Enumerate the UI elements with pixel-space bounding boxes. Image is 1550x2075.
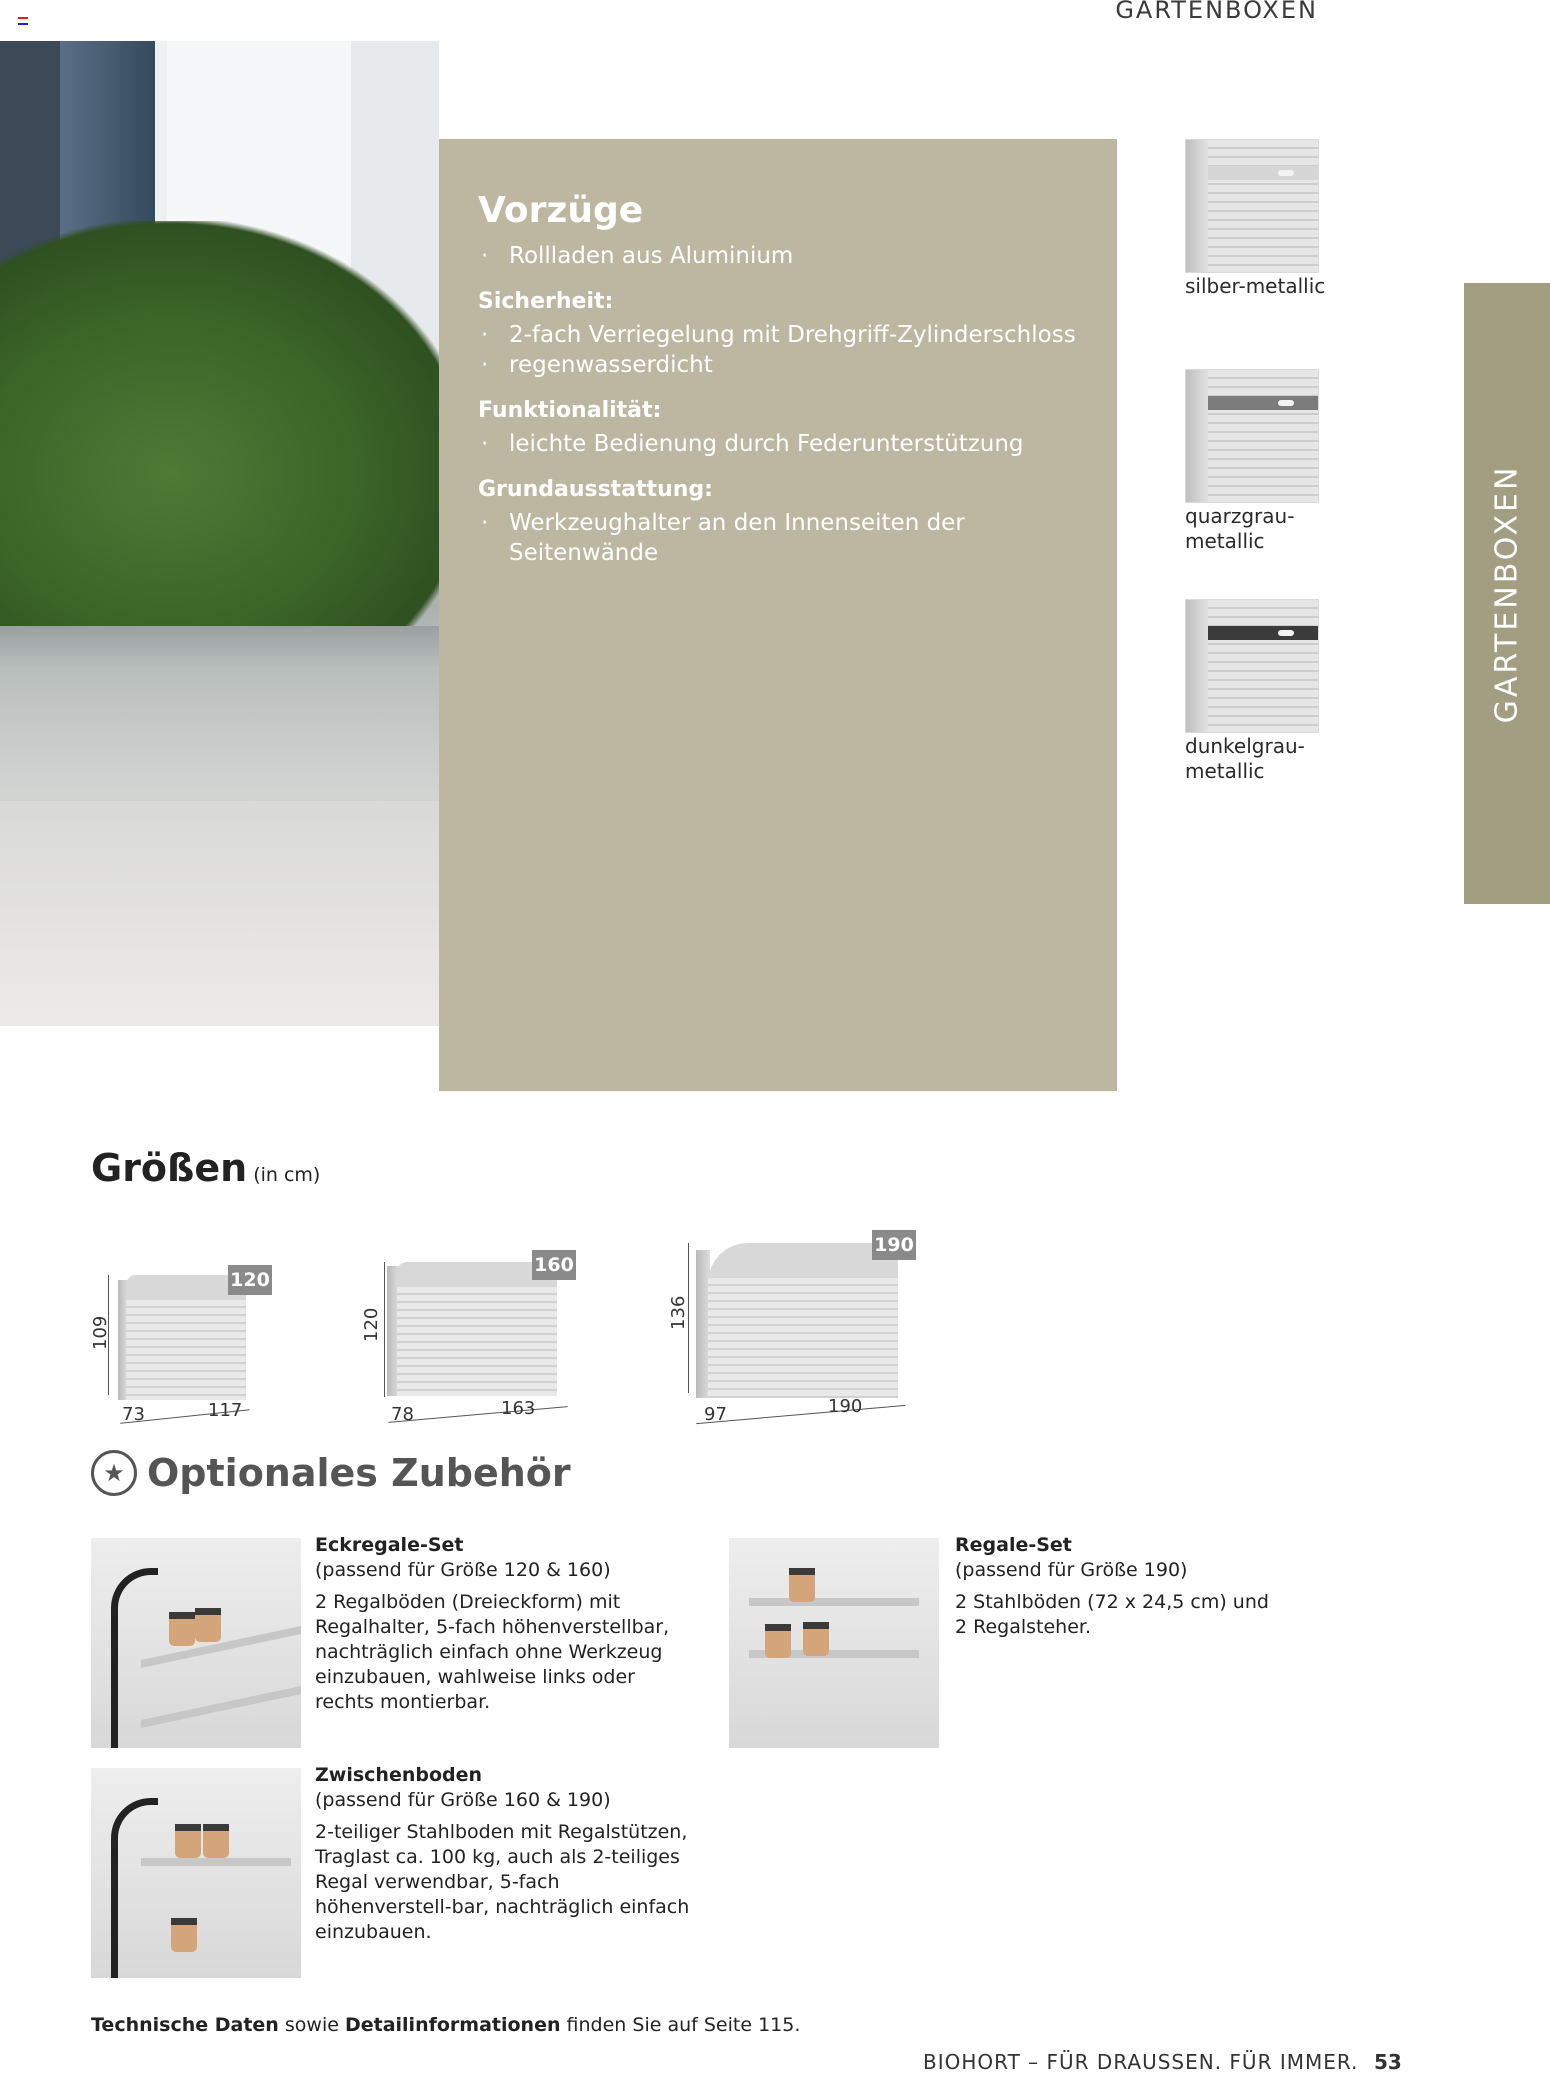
color-swatch-quartz <box>1185 369 1319 503</box>
group-heading-security: Sicherheit: <box>478 289 614 314</box>
footer-claim: BIOHORT – FÜR DRAUSSEN. FÜR IMMER. <box>923 2050 1359 2074</box>
equipment-list <box>478 508 1078 568</box>
advantages-content <box>478 190 1078 568</box>
note-text-1: sowie <box>278 2014 345 2036</box>
color-label: silber-metallic <box>1185 274 1326 298</box>
accessory-image-shelf-set <box>729 1538 939 1748</box>
star-icon: ★ <box>91 1450 137 1496</box>
note-bold-2: Detailinformationen <box>344 2014 561 2036</box>
side-tab-label: GARTENBOXEN <box>1489 464 1525 723</box>
size-tag: 160 <box>532 1250 576 1280</box>
depth-dim: 73 <box>122 1404 145 1425</box>
height-dim: 109 <box>90 1315 111 1350</box>
accessory-image-intermediate-floor <box>91 1768 301 1978</box>
sizes-title <box>91 1146 320 1190</box>
accessory-item <box>315 1763 695 1945</box>
advantage-item: · Werkzeughalter an den Innenseiten der Seitenwände <box>478 508 1078 568</box>
note-text-2: finden Sie auf Seite 115. <box>560 2014 801 2036</box>
height-dim: 120 <box>361 1307 382 1342</box>
technical-data-note <box>91 2014 800 2036</box>
accessory-description: 2 Stahlböden (72 x 24,5 cm) und 2 Regalsteher. <box>955 1591 1269 1638</box>
color-swatch-silver <box>1185 139 1319 273</box>
advantage-item: · 2-fach Verriegelung mit Drehgriff-Zylinderschloss <box>478 320 1078 350</box>
advantages-title: Vorzüge <box>478 190 644 231</box>
accessory-fit: (passend für Größe 190) <box>955 1559 1188 1581</box>
depth-dim: 78 <box>391 1404 414 1425</box>
width-dim: 163 <box>501 1398 536 1419</box>
sizes-unit: (in cm) <box>253 1164 321 1186</box>
width-dim: 117 <box>208 1400 243 1421</box>
accessory-fit: (passend für Größe 160 & 190) <box>315 1789 611 1811</box>
accessory-fit: (passend für Größe 120 & 160) <box>315 1559 611 1581</box>
group-heading-functionality: Funktionalität: <box>478 398 662 423</box>
section-side-tab <box>1464 283 1550 904</box>
security-list <box>478 320 1078 380</box>
accessory-description: 2 Regalböden (Dreieckform) mit Regalhalter, 5-fach höhenverstellbar, nachträglich einfach ohne Werkzeug einzubauen, wahlweise links oder rechts montierbar. <box>315 1591 670 1713</box>
accessory-description: 2-teiliger Stahlboden mit Regalstützen, Traglast ca. 100 kg, auch als 2-teiliges Regal verwendbar, 5-fach höhenverstell-bar, nachträglich einfach einzubauen. <box>315 1821 690 1943</box>
advantage-item: · Rollladen aus Aluminium <box>478 241 1078 271</box>
accessory-name: Zwischenboden <box>315 1764 483 1786</box>
page-number: 53 <box>1374 2050 1402 2074</box>
hero-photo <box>0 41 439 1026</box>
section-header: GARTENBOXEN <box>1115 0 1318 24</box>
color-swatch-darkgrey <box>1185 599 1319 733</box>
size-tag: 190 <box>872 1230 916 1260</box>
height-dim: 136 <box>668 1295 689 1330</box>
advantages-intro-list <box>478 241 1078 271</box>
accessory-item <box>955 1533 1275 1640</box>
size-tag: 120 <box>228 1265 272 1295</box>
accessory-name: Regale-Set <box>955 1534 1072 1556</box>
accessories-heading: Optionales Zubehör <box>147 1451 571 1495</box>
group-heading-equipment: Grundausstattung: <box>478 477 713 502</box>
depth-dim: 97 <box>704 1404 727 1425</box>
functionality-list <box>478 429 1078 459</box>
accessories-title <box>91 1450 571 1496</box>
color-label: dunkelgrau-metallic <box>1185 734 1305 783</box>
color-label: quarzgrau-metallic <box>1185 504 1295 553</box>
accessory-image-corner-shelf <box>91 1538 301 1748</box>
advantage-item: · regenwasserdicht <box>478 350 1078 380</box>
advantage-item: · leichte Bedienung durch Federunterstützung <box>478 429 1078 459</box>
width-dim: 190 <box>828 1396 863 1417</box>
accessory-item <box>315 1533 695 1715</box>
accessory-name: Eckregale-Set <box>315 1534 464 1556</box>
flag-icon <box>18 17 28 24</box>
note-bold-1: Technische Daten <box>91 2014 279 2036</box>
sizes-heading: Größen <box>91 1146 248 1190</box>
